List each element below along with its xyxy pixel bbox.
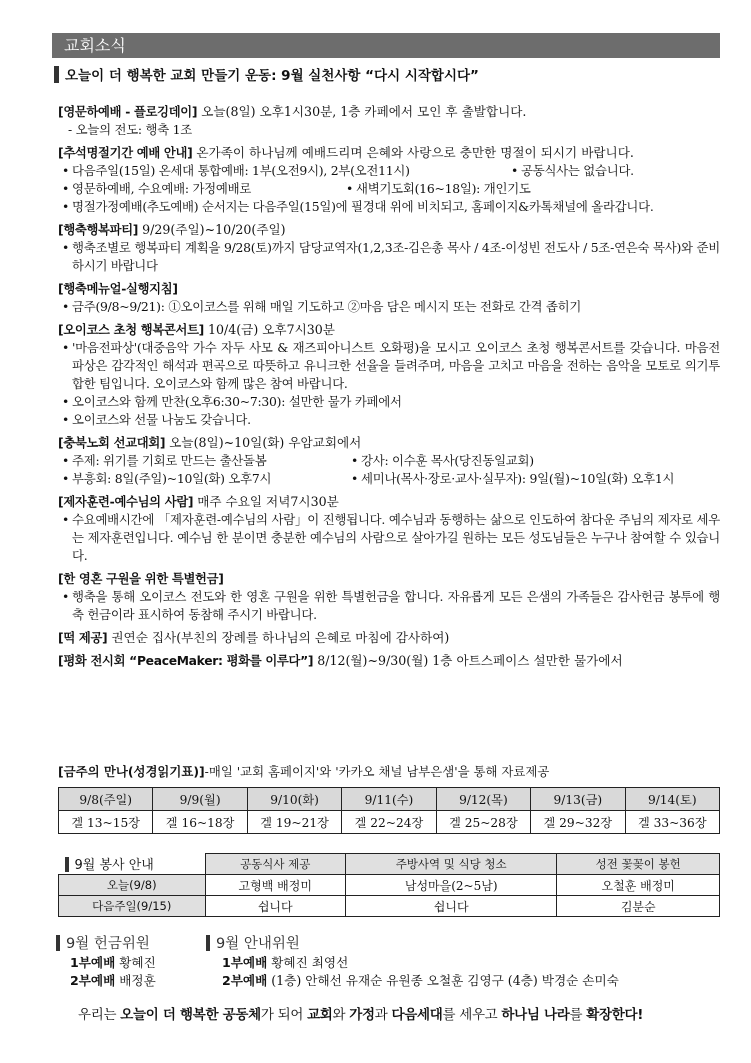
bullet-row: • 명절가정예배(추도예배) 순서지는 다음주일(15일)에 필경대 위에 비치되고, 홈페이지&카톡채널에 올라갑니다. [58, 198, 720, 216]
bullet-row: • 영문하예배, 수요예배: 가정예배로 • 새벽기도회(16~18일): 개인기도 [58, 180, 720, 198]
section-header-bar [52, 33, 720, 58]
headline [54, 66, 720, 86]
news-title: [오이코스 초청 행복콘서트] [58, 323, 204, 337]
bullet-row: • 행축조별로 행복파티 계획을 9/28(토)까지 담당교역자(1,2,3조-김은총 목사 / 4조-이성빈 전도사 / 5조-연은숙 목사)와 준비하시기 바랍니다 [58, 239, 720, 275]
news-item-discipleship [58, 493, 720, 565]
news-title: [행축메뉴얼-실행지침] [58, 282, 178, 296]
news-item-chuseok [58, 144, 720, 216]
news-item-sports-day [58, 103, 720, 139]
news-text: 온가족이 하나님께 예배드리며 은혜와 사랑으로 충만한 명절이 되시기 바랍니다. [192, 145, 634, 160]
reading-cell: 겔 22~24장 [342, 811, 436, 834]
bullet-row: • 금주(9/8~9/21): ①오이코스를 위해 매일 기도하고 ②마음 담은 메시지 또는 전화로 간격 좁히기 [58, 298, 720, 316]
bible-reading-table [58, 787, 720, 834]
news-text: 오늘(8일)~10일(화) 우암교회에서 [165, 435, 362, 450]
offering-committee-title: 9월 헌금위원 [56, 932, 150, 953]
row-label: 오늘(9/8) [59, 875, 206, 896]
news-title: [한 영혼 구원을 위한 특별헌금] [58, 572, 224, 586]
table-row: 다음주일(9/15) 쉽니다 쉽니다 김분순 [59, 896, 720, 917]
news-title: [충북노회 선교대회] [58, 436, 166, 450]
table-row [59, 854, 720, 875]
news-text: 8/12(월)~9/30(월) 1층 아트스페이스 설만한 물가에서 [313, 653, 623, 668]
church-motto: 우리는 오늘이 더 행복한 공동체가 되어 교회와 가정과 다음세대를 세우고 하나님 나라를 확장한다! [78, 1007, 644, 1023]
table-row [59, 788, 720, 811]
news-item-concert [58, 321, 720, 429]
news-text: 10/4(금) 오후7시30분 [203, 322, 335, 337]
news-title: [추석명절기간 예배 안내] [58, 146, 193, 160]
day-cell: 9/12(목) [436, 788, 530, 811]
column-header: 주방사역 및 식당 청소 [345, 854, 556, 875]
reading-cell: 겔 13~15장 [59, 811, 153, 834]
reading-cell: 겔 33~36장 [625, 811, 719, 834]
news-text: 매주 수요일 저녁7시30분 [193, 494, 339, 509]
news-title: [행축행복파티] [58, 223, 139, 237]
day-cell: 9/11(수) [342, 788, 436, 811]
news-title: [평화 전시회 “PeaceMaker: 평화를 이루다”] [58, 654, 314, 668]
news-item-peace-exhibition [58, 652, 720, 670]
bible-reading-title: [금주의 만나(성경읽기표)]-매일 '교회 홈페이지'와 '카카오 채널 남부은샘'을 통해 자료제공 [58, 764, 550, 779]
day-cell: 9/10(화) [247, 788, 341, 811]
usher-committee-list: 1부예배 황혜진 최영선 2부예배 (1층) 안해선 유재순 유원종 오철훈 김영구 (4층) 박경순 손미숙 [222, 955, 619, 988]
service-duty-table [58, 853, 720, 917]
reading-cell: 겔 25~28장 [436, 811, 530, 834]
bullet-row: • 부흥회: 8일(주일)~10일(화) 오후7시 • 세미나(목사·장로·교사·실무자): 9일(월)~10일(화) 오후1시 [58, 470, 720, 488]
reading-cell: 겔 29~32장 [531, 811, 625, 834]
bullet-row: • 행축을 통해 오이코스 전도와 한 영혼 구원을 위한 특별헌금을 합니다. 자유롭게 모든 은샘의 가족들은 감사헌금 봉투에 행축 헌금이라 표시하여 동참해 주시기 바랍니다. [58, 588, 720, 624]
bullet-row: • 오이코스와 함께 만찬(오후6:30~7:30): 설만한 물가 카페에서 [58, 393, 720, 411]
headline-marker [54, 66, 59, 83]
column-header: 성전 꽃꽂이 봉헌 [557, 854, 720, 875]
news-text: 권연순 집사(부친의 장례를 하나님의 은혜로 마침에 감사하여) [107, 630, 450, 645]
news-title: [떡 제공] [58, 631, 108, 645]
bullet-row: • 다음주일(15일) 온세대 통합예배: 1부(오전9시), 2부(오전11시) • 공동식사는 없습니다. [58, 162, 720, 180]
bullet-row: • 수요예배시간에 「제자훈련-예수님의 사람」이 진행됩니다. 예수님과 동행하는 삶으로 인도하여 참다운 주님의 제자로 세우는 제자훈련입니다. 예수님 한 분이면 충분한 예수님의 사람으로 살아가길 원하는 모든 성도님들은 누구나 참여할 수 있습니다. [58, 511, 720, 565]
column-header: 공동식사 제공 [205, 854, 345, 875]
headline-text: 오늘이 더 행복한 교회 만들기 운동: 9월 실천사항 “다시 시작합시다” [65, 68, 479, 84]
day-cell: 9/14(토) [625, 788, 719, 811]
news-item-happy-party [58, 221, 720, 275]
duty-caption: 9월 봉사 안내 [59, 854, 206, 875]
news-item-mission-conference [58, 434, 720, 488]
bullet-row: • 주제: 위기를 기회로 만드는 출산돌봄 • 강사: 이수훈 목사(당진동일교회) [58, 452, 720, 470]
news-item-manual [58, 280, 720, 316]
day-cell: 9/13(금) [531, 788, 625, 811]
bullet-row: • '마음전파상'(대중음악 가수 자두 사모 & 재즈피아니스트 오화평)을 모시고 오이코스 초청 행복콘서트를 갖습니다. 마음전파상은 감각적인 해석과 편곡으로 따뜻하고 유니크한 선율을 들려주며, 마음을 고치고 마음을 전하는 음악을 모토로 의기투합한 팀입니다. 오이코스와 함께 많은 참여 바랍니다. [58, 339, 720, 393]
news-item-rice-cake [58, 629, 720, 647]
bullet-row: • 오이코스와 선물 나눔도 갖습니다. [58, 411, 720, 429]
news-title: [제자훈련-예수님의 사람] [58, 495, 194, 509]
reading-cell: 겔 19~21장 [247, 811, 341, 834]
news-list [58, 98, 720, 670]
news-subline: - 오늘의 전도: 행축 1조 [68, 122, 193, 137]
table-row: 오늘(9/8) 고형백 배정미 남성마을(2~5남) 오철훈 배정미 [59, 875, 720, 896]
day-cell: 9/9(월) [153, 788, 247, 811]
news-item-special-offering [58, 570, 720, 624]
usher-committee-title: 9월 안내위원 [206, 932, 300, 953]
day-cell: 9/8(주일) [59, 788, 153, 811]
row-label: 다음주일(9/15) [59, 896, 206, 917]
news-text: 9/29(주일)~10/20(주일) [138, 222, 286, 237]
table-row [59, 811, 720, 834]
reading-cell: 겔 16~18장 [153, 811, 247, 834]
news-title: [영문하예배 - 플로깅데이] [58, 105, 198, 119]
news-text: 오늘(8일) 오후1시30분, 1층 카페에서 모인 후 출발합니다. [197, 104, 527, 119]
offering-committee-list: 1부예배 황혜진 2부예배 배정훈 [70, 955, 156, 988]
section-title: 교회소식 [64, 36, 126, 55]
